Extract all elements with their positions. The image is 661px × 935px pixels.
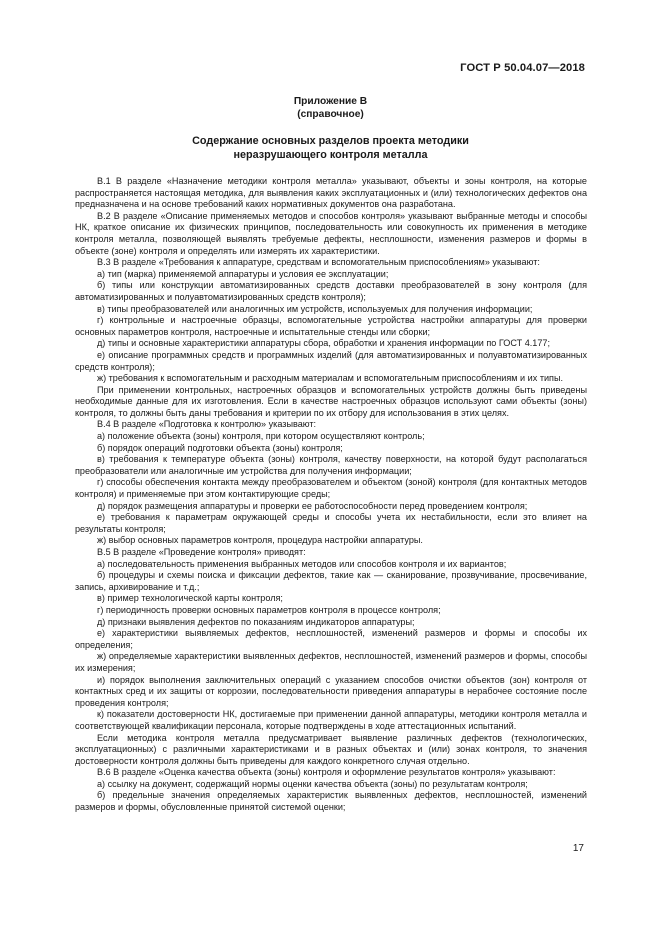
- appendix-subtitle: (справочное): [297, 108, 364, 120]
- paragraph: В.5 В разделе «Проведение контроля» приводят:: [97, 547, 306, 557]
- section-heading: [0, 135, 661, 162]
- paragraph: г) периодичность проверки основных параметров контроля в процессе контроля;: [97, 604, 441, 615]
- paragraph: в) пример технологической карты контроля;: [97, 593, 283, 604]
- paragraph: В.2 В разделе «Описание применяемых методов и способов контроля» указывают выбранные методы и способы НК, краткое описание их физических принципов, последовательность или совокупность их применения в методике контроля металла, позволяющей выявлять требуемые дефекты, несплошности, изменения размеров и формы в объекте (зоне) контроля и определять или измерять их характеристики.: [75, 210, 587, 256]
- paragraph: а) тип (марка) применяемой аппаратуры и условия ее эксплуатации;: [97, 268, 389, 279]
- paragraph: к) показатели достоверности НК, достигаемые при применении данной аппаратуры, методики контроля металла и соответствующей квалификации персонала, которые подтверждены в ходе аттестационных испытаний.: [75, 709, 587, 731]
- paragraph: в) требования к температуре объекта (зоны) контроля, качеству поверхности, на которой будут располагаться преобразователи или аналогичные им устройства для получения информации;: [75, 454, 587, 476]
- paragraph: в) типы преобразователей или аналогичных им устройств, используемых для получения информации;: [97, 303, 533, 314]
- paragraph: и) порядок выполнения заключительных операций с указанием способов очистки объектов (зон) контроля от контактных сред и их защиты от коррозии, последовательности приведения аппаратуры в нерабочее состояние после проведения контроля;: [75, 674, 587, 708]
- paragraph: При применении контрольных, настроечных образцов и вспомогательных устройств должны быть приведены необходимые данные для их изготовления. Если в качестве настроечных образцов используют сами объекты (зоны) контроля, то должны быть даны требования и критерии по их отбору для использования в этих целях.: [75, 384, 587, 418]
- paragraph: е) описание программных средств и программных изделий (для автоматизированных и полуавтоматизированных средств контроля);: [75, 349, 587, 372]
- paragraph: е) характеристики выявляемых дефектов, несплошностей, изменений размеров и формы и способы их определения;: [75, 628, 587, 650]
- paragraph: д) порядок размещения аппаратуры и проверки ее работоспособности перед проведением контроля;: [97, 500, 528, 511]
- paragraph: Если методика контроля металла предусматривает выявление различных дефектов (технологических, эксплуатационных) с различными характеристиками и в разных объектах и (или) зонах контроля, то значения достоверности контроля должны быть приведены для каждого конкретного случая отдельно.: [75, 732, 587, 766]
- paragraph: ж) требования к вспомогательным и расходным материалам и вспомогательным приспособлениям и их типы.: [97, 373, 564, 384]
- paragraph: д) типы и основные характеристики аппаратуры сбора, обработки и хранения информации по ГОСТ 4.177;: [97, 338, 551, 349]
- page-number: 17: [572, 843, 584, 854]
- appendix-heading: [0, 96, 661, 121]
- paragraph: г) способы обеспечения контакта между преобразователем и объектом (зоной) контроля (для контактных методов контроля) и применяемые при этом контактирующие среды;: [75, 477, 587, 500]
- paragraph: б) типы или конструкции автоматизированных средств доставки преобразователей в зону контроля (для автоматизированных и полуавтоматизированных средств контроля);: [75, 280, 587, 302]
- paragraph: д) признаки выявления дефектов по показаниям индикаторов аппаратуры;: [97, 616, 415, 627]
- paragraph: г) контрольные и настроечные образцы, вспомогательные устройства настройки аппаратуры для проверки основных параметров контроля, настроечные и испытательные стенды или сборки;: [75, 315, 587, 337]
- paragraph: В.4 В разделе «Подготовка к контролю» указывают:: [97, 419, 317, 430]
- paragraph: а) положение объекта (зоны) контроля, при котором осуществляют контроль;: [97, 431, 425, 442]
- paragraph: а) последовательность применения выбранных методов или способов контроля и их вариантов;: [97, 558, 507, 569]
- paragraph: а) ссылку на документ, содержащий нормы оценки качества объекта (зоны) по результатам контроля;: [97, 778, 528, 789]
- paragraph: б) предельные значения определяемых характеристик выявленных дефектов, несплошностей, изменений размеров и формы, обусловленные принятой системой оценки;: [75, 790, 587, 813]
- paragraph: В.1 В разделе «Назначение методики контроля металла» указывают, объекты и зоны контроля, на которые распространяется настоящая методика, для выявления каких эксплуатационных и (или) технологических дефектов она предназначена и на основе требований каких нормативных документов она разработана.: [75, 176, 587, 210]
- appendix-title: Приложение В: [293, 96, 368, 107]
- paragraph: б) порядок операций подготовки объекта (зоны) контроля;: [97, 442, 343, 453]
- standard-identifier: ГОСТ Р 50.04.07—2018: [460, 62, 585, 74]
- section-title-line-1: Содержание основных разделов проекта методики: [192, 135, 469, 147]
- section-title-line-2: неразрушающего контроля металла: [233, 148, 428, 161]
- paragraph: е) требования к параметрам окружающей среды и способы учета их нестабильности, если это влияет на результаты контроля;: [75, 512, 587, 534]
- paragraph: В.6 В разделе «Оценка качества объекта (зоны) контроля и оформление результатов контроля» указывают:: [97, 767, 556, 778]
- body-text: [75, 176, 587, 814]
- paragraph: В.3 В разделе «Требования к аппаратуре, средствам и вспомогательным приспособлениям» указывают:: [97, 257, 540, 268]
- paragraph: б) процедуры и схемы поиска и фиксации дефектов, такие как — сканирование, прозвучивание, просвечивание, запись, архивирование и т.д.;: [75, 570, 587, 592]
- paragraph: ж) определяемые характеристики выявленных дефектов, несплошностей, изменений размеров и формы, способы их измерения;: [75, 651, 587, 673]
- paragraph: ж) выбор основных параметров контроля, процедура настройки аппаратуры.: [97, 535, 423, 546]
